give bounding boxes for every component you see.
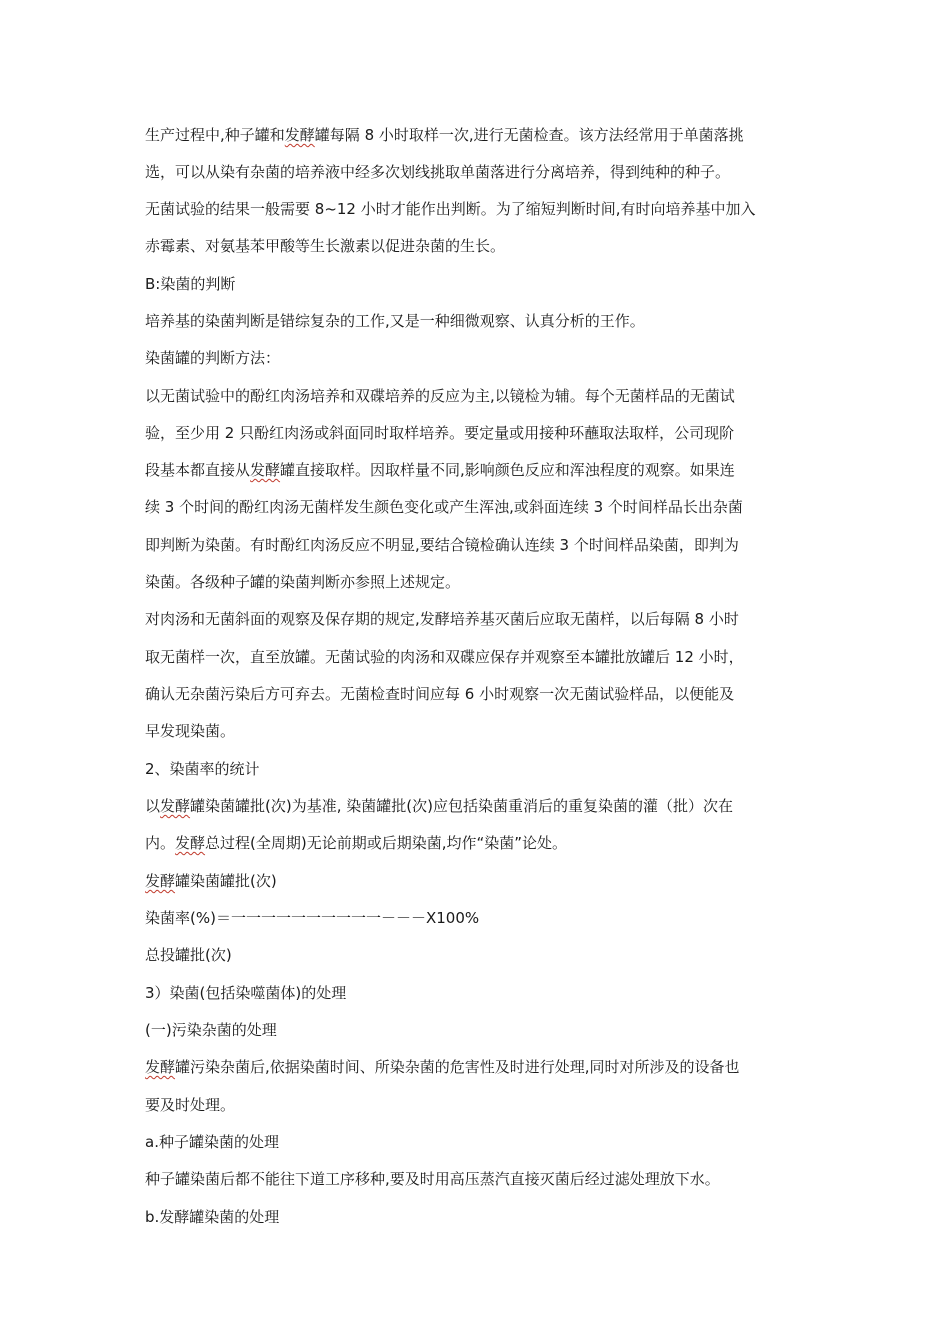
text-line [145,607,815,631]
text-segment: 选，可以从染有杂菌的培养液中经多次划线挑取单菌落进行分离培养，得到纯种的种子。 [145,163,731,181]
text-segment: 即判断为染菌。有时酚红肉汤反应不明显,要结合镜检确认连续 3 个时间样品染菌，即判为 [145,536,739,554]
text-segment: 确认无杂菌污染后方可弃去。无菌检查时间应每 6 小时观察一次无菌试验样品，以便能及 [145,685,735,703]
text-segment: 无菌试验的结果一般需要 8~12 小时才能作出判断。为了缩短判断时间,有时向培养基中加入 [145,200,756,218]
text-line [145,1205,815,1229]
text-segment: 种子罐染菌后都不能往下道工序移种,要及时用高压蒸汽直接灭菌后经过滤处理放下水。 [145,1170,720,1188]
text-segment: 培养基的染菌判断是错综复杂的工作,又是一种细微观察、认真分析的王作。 [145,312,645,330]
text-segment: (一)污染杂菌的处理 [145,1021,277,1039]
text-line [145,869,815,893]
text-line [145,1167,815,1191]
text-line [145,458,815,482]
text-segment: 对肉汤和无菌斜面的观察及保存期的规定,发酵培养基灭菌后应取无菌样，以后每隔 8 小时 [145,610,739,628]
text-segment: 2、染菌率的统计 [145,760,260,778]
text-line [145,981,815,1005]
text-line [145,197,815,221]
text-segment: 罐染菌罐批(次)为基准, 染菌罐批(次)应包括染菌重消后的重复染菌的灌（批）次在 [190,797,733,815]
text-segment: a.种子罐染菌的处理 [145,1133,279,1151]
text-segment: 早发现染菌。 [145,722,236,740]
text-segment: 段基本都直接从 [145,461,251,479]
spellcheck-underlined-term: 发酵 [145,872,176,890]
text-line [145,495,815,519]
text-segment: 染菌。各级种子罐的染菌判断亦参照上述规定。 [145,573,461,591]
text-segment: 罐染菌罐批(次) [175,872,277,890]
text-segment: 染菌罐的判断方法： [145,349,281,367]
text-line [145,309,815,333]
text-line [145,160,815,184]
text-line [145,645,815,669]
spellcheck-underlined-term: 发酵 [284,126,315,144]
spellcheck-underlined-term: 发酵 [175,834,206,852]
text-line [145,346,815,370]
text-line [145,421,815,445]
text-line [145,384,815,408]
text-line [145,1093,815,1117]
text-segment: 以无菌试验中的酚红肉汤培养和双碟培养的反应为主,以镜检为辅。每个无菌样品的无菌试 [145,387,735,405]
text-line [145,272,815,296]
text-line [145,906,815,930]
text-line [145,794,815,818]
text-line [145,533,815,557]
text-line [145,1055,815,1079]
text-segment: 生产过程中,种子罐和 [145,126,285,144]
text-segment: 赤霉素、对氨基苯甲酸等生长激素以促进杂菌的生长。 [145,237,506,255]
text-segment: 内。 [145,834,176,852]
text-segment: 验，至少用 2 只酚红肉汤或斜面同时取样培养。要定量或用接种环蘸取法取样，公司现阶 [145,424,735,442]
text-segment: 3）染菌(包括染噬菌体)的处理 [145,984,347,1002]
text-segment: b.发酵罐染菌的处理 [145,1208,280,1226]
text-segment: 总投罐批(次) [145,946,232,964]
text-segment: 染菌率(%)＝一一一一一一一一一一－－－X100% [145,909,480,927]
spellcheck-underlined-term: 发酵 [250,461,281,479]
text-line [145,719,815,743]
text-segment: 罐污染杂菌后,依据染菌时间、所染杂菌的危害性及时进行处理,同时对所涉及的设备也 [175,1058,740,1076]
text-segment: 取无菌样一次，直至放罐。无菌试验的肉汤和双碟应保存并观察至本罐批放罐后 12 小时， [145,648,744,666]
text-line [145,682,815,706]
text-segment: 续 3 个时间的酚红肉汤无菌样发生颜色变化或产生浑浊,或斜面连续 3 个时间样品长出杂菌 [145,498,743,516]
text-segment: B:染菌的判断 [145,275,236,293]
text-line [145,943,815,967]
text-line [145,570,815,594]
text-line [145,831,815,855]
text-line [145,234,815,258]
text-segment: 以 [145,797,161,815]
text-line [145,123,815,147]
text-line [145,1130,815,1154]
spellcheck-underlined-term: 发酵 [145,1058,176,1076]
text-segment: 罐每隔 8 小时取样一次,进行无菌检查。该方法经常用于单菌落挑 [314,126,744,144]
text-line [145,1018,815,1042]
text-segment: 要及时处理。 [145,1096,236,1114]
spellcheck-underlined-term: 发酵 [160,797,191,815]
text-segment: 总过程(全周期)无论前期或后期染菌,均作“染菌”论处。 [205,834,568,852]
text-segment: 罐直接取样。因取样量不同,影响颜色反应和浑浊程度的观察。如果连 [280,461,735,479]
text-line [145,757,815,781]
